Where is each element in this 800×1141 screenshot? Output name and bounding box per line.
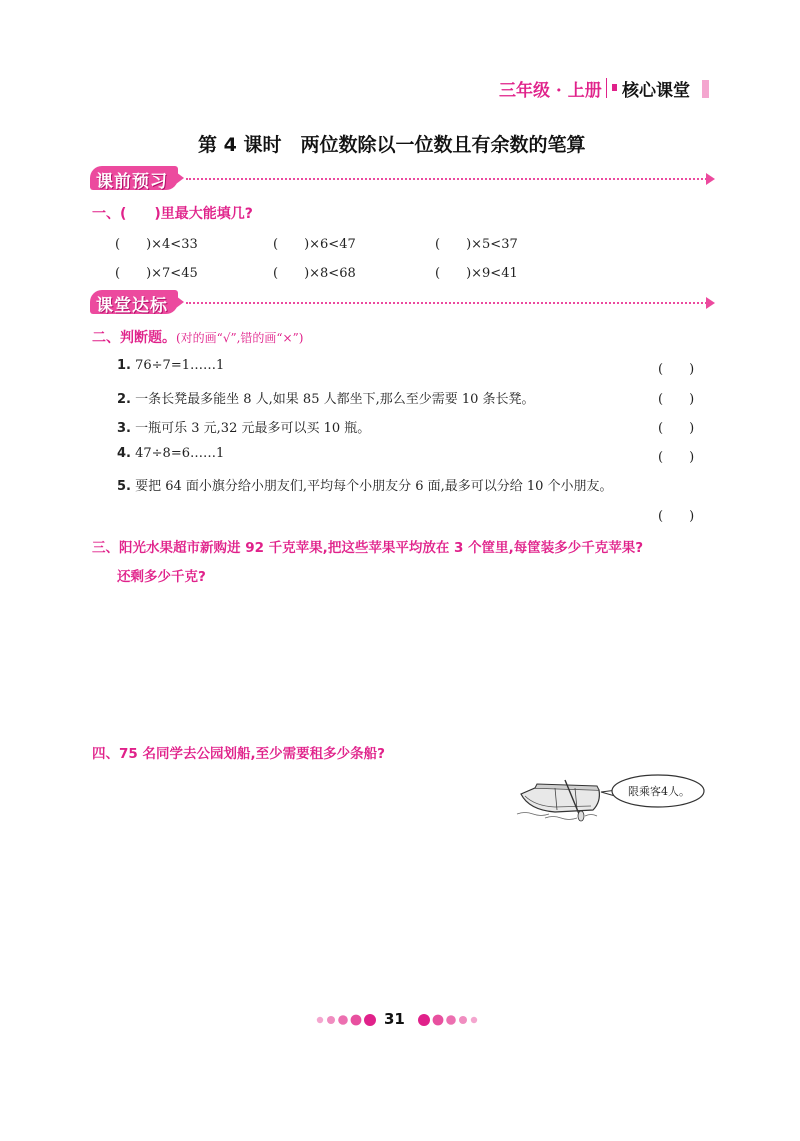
item-text: 一瓶可乐 3 元,32 元最多可以买 10 瓶。: [135, 421, 371, 436]
header-divider: [606, 78, 607, 98]
header-accent-bar: [702, 80, 709, 98]
banner-label: 课堂达标: [96, 296, 168, 316]
answer-paren[interactable]: ( ): [658, 450, 695, 465]
q1-item: ( )×9<41: [435, 266, 518, 281]
q1-item: ( )×5<37: [435, 237, 518, 252]
item-number: 5.: [117, 479, 131, 494]
answer-paren[interactable]: ( ): [658, 509, 695, 524]
banner-dotted-line: [186, 178, 707, 180]
question-4-text: 四、75 名同学去公园划船,至少需要租多少条船?: [92, 746, 385, 762]
header-core-label: 核心课堂: [622, 81, 690, 101]
rowboat-illustration: [515, 772, 715, 822]
lesson-title: 第 4 课时 两位数除以一位数且有余数的笔算: [198, 134, 586, 156]
section-banner-classroom: [90, 290, 715, 316]
banner-label: 课前预习: [96, 172, 168, 192]
page-number: 31: [384, 1010, 405, 1028]
judgment-item: [117, 475, 613, 494]
question-3-line1: 三、阳光水果超市新购进 92 千克苹果,把这些苹果平均放在 3 个筐里,每筐装多少千克苹果?: [92, 540, 644, 556]
judgment-item: [117, 388, 535, 407]
item-number: 2.: [117, 392, 131, 407]
arrow-right-icon: [706, 173, 715, 185]
banner-tab: [90, 166, 178, 190]
item-text: 76÷7=1……1: [135, 358, 225, 373]
question-2-title: 二、判断题。: [92, 330, 176, 346]
header-square-icon: [612, 84, 617, 91]
banner-tab: [90, 290, 178, 314]
judgment-item: [117, 358, 224, 373]
item-text: 要把 64 面小旗分给小朋友们,平均每个小朋友分 6 面,最多可以分给 10 个小朋友。: [135, 479, 613, 494]
judgment-item: [117, 417, 370, 436]
header-grade: 三年级 · 上册: [499, 81, 602, 101]
judgment-item: [117, 446, 224, 461]
q1-item: ( )×6<47: [273, 237, 356, 252]
question-2-note: (对的画“√”,错的画“×”): [176, 331, 304, 345]
speech-bubble-text: 限乘客4人。: [628, 785, 690, 798]
item-text: 47÷8=6……1: [135, 446, 225, 461]
banner-dotted-line: [186, 302, 707, 304]
item-number: 3.: [117, 421, 131, 436]
q1-item: ( )×7<45: [115, 266, 198, 281]
q1-item: ( )×4<33: [115, 237, 198, 252]
arrow-right-icon: [706, 297, 715, 309]
section-banner-preview: [90, 166, 715, 192]
q1-item: ( )×8<68: [273, 266, 356, 281]
answer-paren[interactable]: ( ): [658, 421, 695, 436]
answer-paren[interactable]: ( ): [658, 362, 695, 377]
page-footer: [312, 1010, 492, 1030]
question-1-title: 一、( )里最大能填几?: [92, 206, 253, 222]
item-number: 4.: [117, 446, 131, 461]
item-number: 1.: [117, 358, 131, 373]
item-text: 一条长凳最多能坐 8 人,如果 85 人都坐下,那么至少需要 10 条长凳。: [135, 392, 535, 407]
answer-paren[interactable]: ( ): [658, 392, 695, 407]
question-2-header: [92, 327, 303, 347]
question-3-line2: 还剩多少千克?: [117, 569, 206, 585]
